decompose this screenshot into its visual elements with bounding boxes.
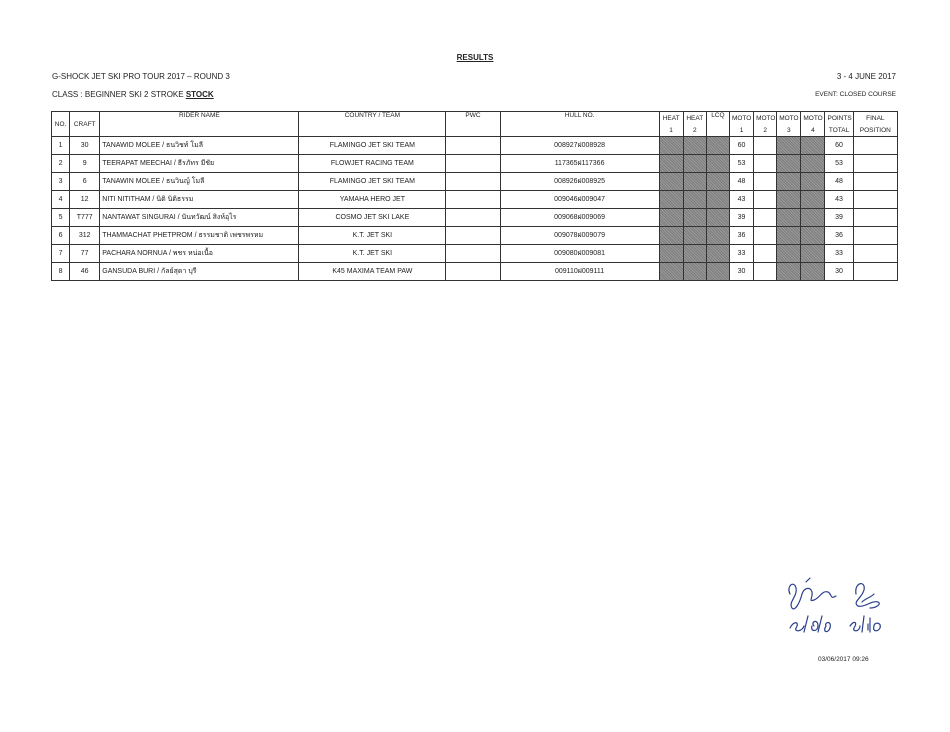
cell-heat-1	[659, 137, 683, 155]
cell-heat-1	[659, 227, 683, 245]
cell-total: 33	[825, 245, 853, 263]
cell-lcq	[706, 173, 729, 191]
cell-team: K.T. JET SKI	[299, 227, 446, 245]
cell-moto-2	[754, 263, 777, 281]
cell-pwc	[446, 209, 500, 227]
print-timestamp: 03/06/2017 09:26	[818, 656, 869, 663]
cell-craft: 9	[70, 155, 100, 173]
cell-no: 3	[52, 173, 70, 191]
col-moto-3-num: 3	[777, 124, 801, 137]
tour-title: G-SHOCK JET SKI PRO TOUR 2017 – ROUND 3	[52, 72, 230, 81]
cell-moto-4	[801, 227, 825, 245]
table-row	[52, 227, 898, 245]
col-moto-1: MOTO	[729, 112, 753, 125]
cell-final	[853, 209, 897, 227]
cell-moto-1: 30	[729, 263, 753, 281]
cell-craft: 77	[70, 245, 100, 263]
cell-final	[853, 173, 897, 191]
cell-moto-1: 43	[729, 191, 753, 209]
cell-no: 1	[52, 137, 70, 155]
cell-lcq	[706, 227, 729, 245]
col-heat-1-num: 1	[659, 124, 683, 137]
cell-heat-1	[659, 263, 683, 281]
col-final: FINAL	[853, 112, 897, 125]
cell-moto-1: 60	[729, 137, 753, 155]
col-no: NO.	[52, 112, 70, 137]
cell-no: 2	[52, 155, 70, 173]
cell-lcq	[706, 155, 729, 173]
cell-heat-2	[683, 227, 706, 245]
col-heat-1: HEAT	[659, 112, 683, 125]
cell-heat-1	[659, 155, 683, 173]
cell-moto-4	[801, 191, 825, 209]
class-line	[52, 90, 214, 99]
cell-no: 5	[52, 209, 70, 227]
cell-heat-2	[683, 209, 706, 227]
col-heat-2-num: 2	[683, 124, 706, 137]
cell-heat-2	[683, 137, 706, 155]
cell-moto-1: 53	[729, 155, 753, 173]
cell-lcq	[706, 137, 729, 155]
cell-moto-2	[754, 155, 777, 173]
cell-craft: 6	[70, 173, 100, 191]
event-date: 3 - 4 JUNE 2017	[836, 72, 896, 81]
results-table	[51, 111, 898, 281]
cell-pwc	[446, 155, 500, 173]
col-heat-2: HEAT	[683, 112, 706, 125]
cell-total: 60	[825, 137, 853, 155]
cell-hull: 009046ฝ009047	[500, 191, 659, 209]
cell-team: FLAMINGO JET SKI TEAM	[299, 173, 446, 191]
cell-heat-1	[659, 209, 683, 227]
cell-total: 30	[825, 263, 853, 281]
cell-final	[853, 263, 897, 281]
signature-strokes	[789, 578, 880, 632]
cell-team: FLAMINGO JET SKI TEAM	[299, 137, 446, 155]
class-label: CLASS : BEGINNER SKI 2 STROKE	[52, 90, 186, 99]
table-row	[52, 245, 898, 263]
cell-hull: 009078ฝ009079	[500, 227, 659, 245]
col-craft: CRAFT	[70, 112, 100, 137]
cell-moto-3	[777, 209, 801, 227]
cell-hull: 009068ฝ009069	[500, 209, 659, 227]
cell-heat-1	[659, 191, 683, 209]
cell-no: 4	[52, 191, 70, 209]
cell-moto-4	[801, 209, 825, 227]
cell-heat-2	[683, 173, 706, 191]
cell-heat-1	[659, 173, 683, 191]
cell-moto-2	[754, 173, 777, 191]
cell-heat-2	[683, 263, 706, 281]
cell-pwc	[446, 227, 500, 245]
cell-heat-2	[683, 155, 706, 173]
cell-rider: THAMMACHAT PHETPROM / ธรรมชาติ เพชรพรหม	[100, 227, 299, 245]
cell-heat-2	[683, 245, 706, 263]
cell-final	[853, 191, 897, 209]
cell-no: 8	[52, 263, 70, 281]
cell-no: 7	[52, 245, 70, 263]
cell-moto-4	[801, 137, 825, 155]
cell-team: K45 MAXIMA TEAM PAW	[299, 263, 446, 281]
cell-moto-4	[801, 173, 825, 191]
class-emphasis: STOCK	[185, 90, 214, 99]
cell-team: FLOWJET RACING TEAM	[299, 155, 446, 173]
table-row	[52, 263, 898, 281]
cell-moto-1: 36	[729, 227, 753, 245]
cell-moto-3	[777, 191, 801, 209]
cell-lcq	[706, 191, 729, 209]
col-moto-4-num: 4	[801, 124, 825, 137]
col-moto-1-num: 1	[729, 124, 753, 137]
cell-moto-3	[777, 155, 801, 173]
cell-moto-2	[754, 209, 777, 227]
cell-moto-3	[777, 263, 801, 281]
cell-rider: NITI NITITHAM / นิติ นิติธรรม	[100, 191, 299, 209]
cell-craft: 46	[70, 263, 100, 281]
col-moto-3: MOTO	[777, 112, 801, 125]
col-total: TOTAL	[825, 124, 853, 137]
cell-moto-3	[777, 245, 801, 263]
cell-total: 53	[825, 155, 853, 173]
cell-lcq	[706, 209, 729, 227]
cell-pwc	[446, 137, 500, 155]
table-row	[52, 209, 898, 227]
cell-pwc	[446, 245, 500, 263]
cell-moto-2	[754, 191, 777, 209]
cell-team: K.T. JET SKI	[299, 245, 446, 263]
cell-pwc	[446, 263, 500, 281]
signature-image	[780, 572, 900, 642]
cell-final	[853, 137, 897, 155]
cell-moto-1: 48	[729, 173, 753, 191]
cell-hull: 008927ฝ008928	[500, 137, 659, 155]
cell-total: 36	[825, 227, 853, 245]
cell-team: YAMAHA HERO JET	[299, 191, 446, 209]
table-header-row	[52, 112, 898, 125]
cell-total: 48	[825, 173, 853, 191]
cell-no: 6	[52, 227, 70, 245]
cell-moto-3	[777, 227, 801, 245]
col-pwc: PWC	[446, 112, 500, 137]
cell-moto-1: 39	[729, 209, 753, 227]
cell-pwc	[446, 173, 500, 191]
cell-hull: 008926ฝ008925	[500, 173, 659, 191]
cell-rider: TANAWID MOLEE / ธนวิชท์ โมลี	[100, 137, 299, 155]
col-position: POSITION	[853, 124, 897, 137]
cell-rider: TANAWIN MOLEE / ธนวินญ์ โมลี	[100, 173, 299, 191]
cell-final	[853, 245, 897, 263]
cell-craft: 12	[70, 191, 100, 209]
cell-final	[853, 227, 897, 245]
cell-moto-2	[754, 227, 777, 245]
table-row	[52, 191, 898, 209]
cell-team: COSMO JET SKI LAKE	[299, 209, 446, 227]
cell-moto-4	[801, 155, 825, 173]
cell-rider: TEERAPAT MEECHAI / ธีรภัทร มีชัย	[100, 155, 299, 173]
cell-lcq	[706, 245, 729, 263]
cell-moto-4	[801, 263, 825, 281]
cell-moto-3	[777, 137, 801, 155]
cell-lcq	[706, 263, 729, 281]
table-row	[52, 137, 898, 155]
event-type: EVENT: CLOSED COURSE	[815, 91, 896, 98]
col-moto-2: MOTO	[754, 112, 777, 125]
cell-moto-3	[777, 173, 801, 191]
cell-moto-2	[754, 137, 777, 155]
col-moto-2-num: 2	[754, 124, 777, 137]
cell-heat-2	[683, 191, 706, 209]
cell-hull: 117365ฝ117366	[500, 155, 659, 173]
cell-rider: NANTAWAT SINGURAI / นันทวัฒน์ สิงห์อุไร	[100, 209, 299, 227]
results-title: RESULTS	[456, 53, 494, 62]
cell-moto-4	[801, 245, 825, 263]
cell-moto-2	[754, 245, 777, 263]
cell-total: 39	[825, 209, 853, 227]
table-row	[52, 173, 898, 191]
col-team: COUNTRY / TEAM	[299, 112, 446, 137]
cell-heat-1	[659, 245, 683, 263]
results-body	[52, 137, 898, 281]
cell-craft: 30	[70, 137, 100, 155]
cell-craft: T777	[70, 209, 100, 227]
cell-craft: 312	[70, 227, 100, 245]
cell-hull: 009110ฝ009111	[500, 263, 659, 281]
col-hull: HULL NO.	[500, 112, 659, 137]
cell-pwc	[446, 191, 500, 209]
cell-total: 43	[825, 191, 853, 209]
table-row	[52, 155, 898, 173]
cell-final	[853, 155, 897, 173]
cell-rider: PACHARA NORNUA / พชร หน่อเนื้อ	[100, 245, 299, 263]
col-rider: RIDER NAME	[100, 112, 299, 137]
col-lcq: LCQ	[706, 112, 729, 137]
col-points: POINTS	[825, 112, 853, 125]
cell-rider: GANSUDA BURI / กัลย์สุดา บุรี	[100, 263, 299, 281]
cell-moto-1: 33	[729, 245, 753, 263]
cell-hull: 009080ฝ009081	[500, 245, 659, 263]
col-moto-4: MOTO	[801, 112, 825, 125]
